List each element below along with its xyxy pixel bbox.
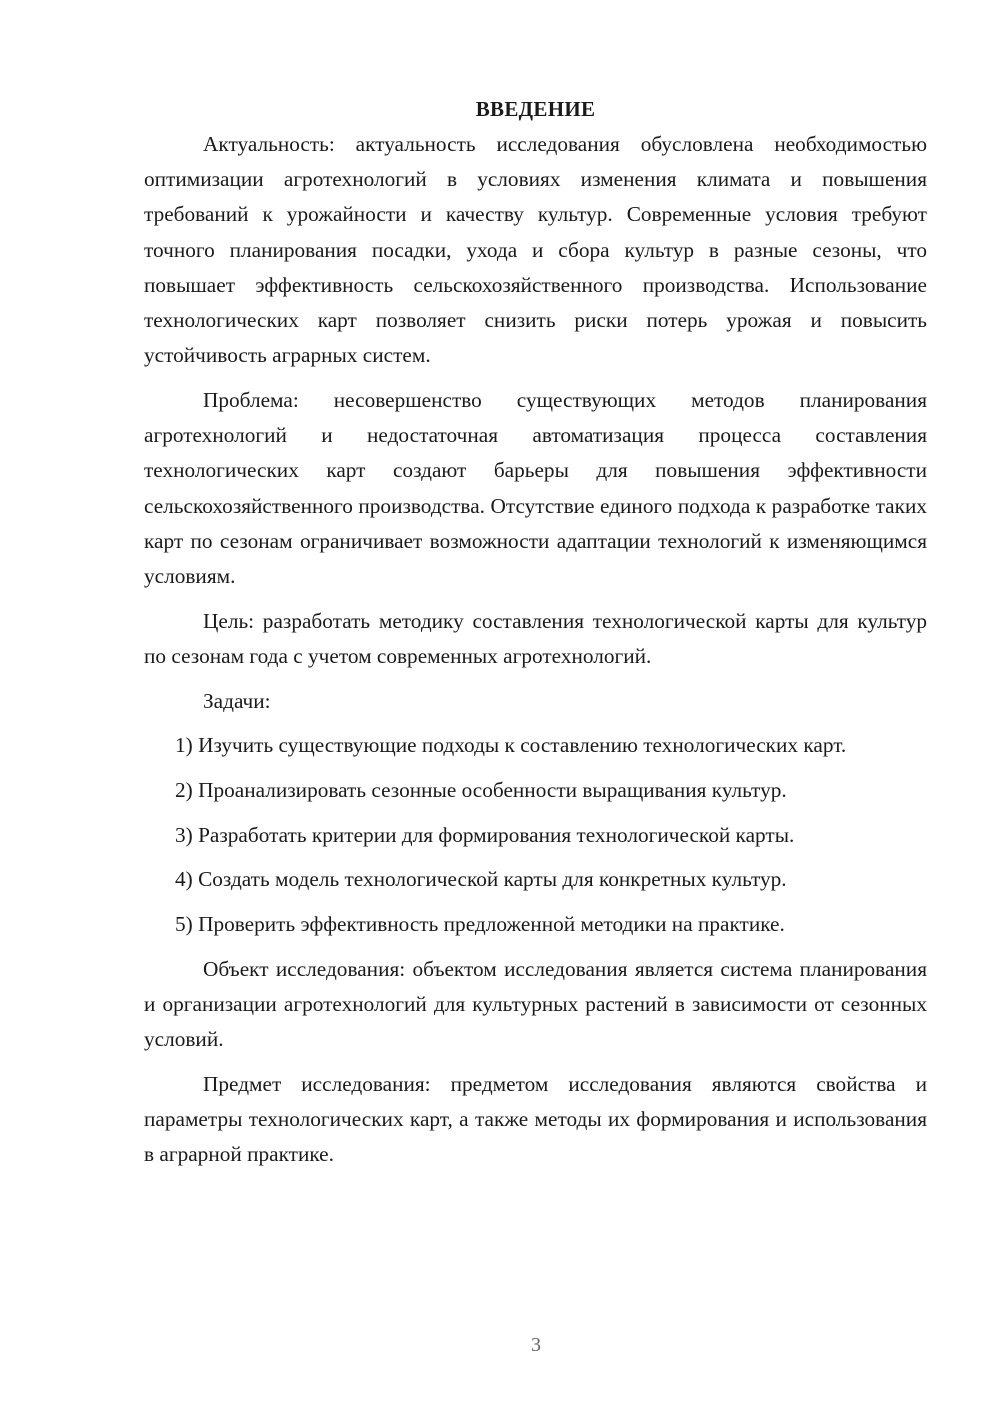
task-item-3: 3) Разработать критерии для формирования технологической карты. [175, 822, 795, 847]
paragraph-goal: Цель: разработать методику составления технологической карты для культур по сезонам года с учетом современных агротехнологий. [144, 608, 927, 668]
tasks-title: Задачи: [203, 688, 271, 713]
task-item-1: 1) Изучить существующие подходы к составлению технологических карт. [175, 733, 847, 758]
paragraph-problem: Проблема: несовершенство существующих методов планирования агротехнологий и недостаточная автоматизация процесса составления технологических карт создают барьеры для повышения эффективности сельскохозяйственного производства. Отсутствие единого подхода к разработке таких карт по сезонам ограничивает возможности адаптации технологий к изменяющимся условиям. [144, 387, 927, 588]
task-item-2: 2) Проанализировать сезонные особенности выращивания культур. [175, 777, 787, 802]
section-heading: ВВЕДЕНИЕ [475, 97, 596, 121]
paragraph-subject: Предмет исследования: предметом исследования являются свойства и параметры технологических карт, а также методы их формирования и использования в аграрной практике. [144, 1071, 927, 1167]
paragraph-relevance: Актуальность: актуальность исследования обусловлена необходимостью оптимизации агротехнологий в условиях изменения климата и повышения требований к урожайности и качеству культур. Современные условия требуют точного планирования посадки, ухода и сбора культур в разные сезоны, что повышает эффективность сельскохозяйственного производства. Использование технологических карт позволяет снизить риски потерь урожая и повысить устойчивость аграрных систем. [144, 132, 927, 368]
task-item-5: 5) Проверить эффективность предложенной методики на практике. [175, 912, 785, 937]
paragraph-object: Объект исследования: объектом исследования является система планирования и организации агротехнологий для культурных растений в зависимости от сезонных условий. [144, 956, 927, 1052]
task-item-4: 4) Создать модель технологической карты для конкретных культур. [175, 867, 787, 892]
page-content [144, 92, 927, 1182]
page-number: 3 [531, 1334, 541, 1356]
